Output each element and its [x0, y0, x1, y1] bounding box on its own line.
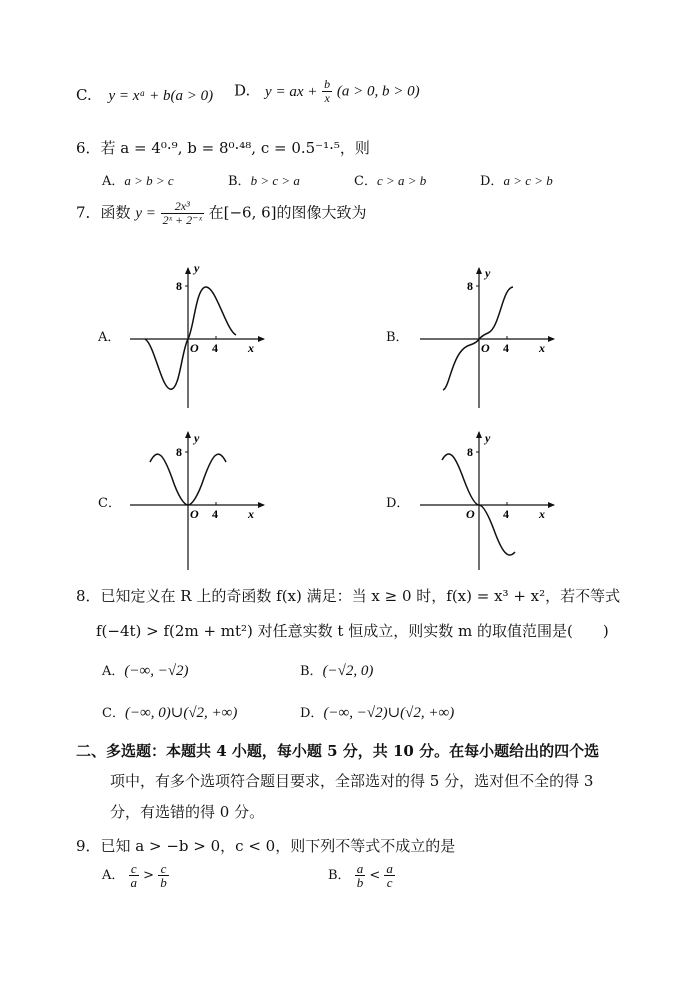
y-axis-label: y — [485, 266, 491, 280]
numerator: c — [129, 862, 140, 876]
q8-option-b — [300, 660, 373, 680]
option-text: (−∞, 0)∪(√2, +∞) — [124, 705, 238, 721]
numerator: 2x³ — [161, 200, 204, 214]
x-tick-label: 4 — [212, 341, 218, 355]
y-axis-label: y — [194, 261, 200, 275]
denominator: x — [324, 91, 330, 105]
section2-heading: 二、多选题：本题共 4 小题，每小题 5 分，共 10 分。在每小题给出的四个选 — [76, 742, 600, 760]
graph-c-label: C． — [98, 496, 121, 511]
graph-c — [130, 431, 264, 570]
origin-label: O — [190, 341, 199, 355]
option-text-pre: y = ax + — [265, 83, 318, 100]
y-axis-label: y — [194, 431, 200, 445]
y-tick-label: 8 — [176, 445, 182, 459]
option-text: a > b > c — [124, 173, 174, 188]
numerator: a — [356, 861, 364, 876]
operator: < — [369, 868, 381, 883]
q9-option-b — [328, 862, 395, 889]
fraction — [129, 862, 140, 889]
x-axis-label: x — [248, 507, 254, 521]
graph-d — [420, 431, 554, 570]
graph-b-label: B． — [386, 330, 409, 345]
option-text: (−∞, −√2)∪(√2, +∞) — [323, 705, 455, 721]
q6-stem: 6．若 a = 4⁰·⁹, b = 8⁰·⁴⁸, c = 0.5⁻¹·⁵，则 — [76, 139, 370, 157]
option-label: B． — [328, 868, 351, 883]
numerator: a — [386, 861, 393, 876]
graph-a-label: A． — [98, 330, 121, 345]
denominator: c — [386, 875, 393, 890]
q8-option-a — [102, 660, 189, 680]
section2-line2: 项中，有多个选项符合题目要求，全部选对的得 5 分，选对但不全的得 3 — [110, 772, 594, 790]
y-tick-label: 8 — [467, 445, 473, 459]
curve — [145, 287, 236, 389]
y-tick-label: 8 — [467, 279, 473, 293]
operator: > — [143, 868, 155, 883]
q8-option-c — [102, 702, 237, 722]
q8-line1: 8．已知定义在 R 上的奇函数 f(x) 满足：当 x ≥ 0 时，f(x) = x³ + x²，若不等式 — [76, 587, 621, 605]
option-label: A． — [102, 664, 125, 679]
fraction — [384, 862, 395, 889]
option-text-post: (a > 0, b > 0) — [336, 83, 420, 100]
numerator: b — [324, 77, 331, 91]
stem-suffix: 在[−6, 6]的图像大致为 — [208, 203, 367, 222]
q9-stem: 9．已知 a > −b > 0，c < 0，则下列不等式不成立的是 — [76, 837, 456, 855]
function-lhs: y = — [135, 205, 156, 222]
q9-option-a — [102, 862, 169, 889]
denominator: 2ˣ + 2⁻ˣ — [162, 213, 202, 227]
option-text: a > c > b — [503, 173, 553, 188]
denominator: b — [160, 875, 167, 890]
stem-prefix: 7．函数 — [76, 203, 131, 222]
x-axis-label: x — [248, 341, 254, 355]
option-label: C． — [354, 174, 377, 189]
section2-line3: 分，有选错的得 0 分。 — [110, 803, 265, 821]
x-tick-label: 4 — [503, 507, 509, 521]
x-tick-label: 4 — [503, 341, 509, 355]
denominator: b — [356, 875, 364, 890]
x-axis-label: x — [539, 507, 545, 521]
option-text: (−∞, −√2) — [124, 663, 189, 679]
option-label: A． — [102, 174, 125, 189]
option-text: (−√2, 0) — [322, 663, 374, 679]
denominator: a — [130, 875, 138, 890]
origin-label: O — [481, 341, 490, 355]
origin-label: O — [190, 507, 199, 521]
option-label: B． — [228, 174, 251, 189]
q8-line2: f(−4t) > f(2m + mt²) 对任意实数 t 恒成立，则实数 m 的取值范围是( ) — [96, 622, 609, 640]
graph-d-label: D． — [386, 496, 410, 511]
numerator: c — [158, 862, 169, 876]
option-text: c > a > b — [376, 173, 427, 188]
x-axis-label: x — [539, 341, 545, 355]
option-label: D． — [480, 174, 504, 189]
option-label: D． — [300, 706, 324, 721]
graph-a — [130, 261, 264, 408]
option-text: b > c > a — [250, 173, 300, 188]
option-label: C. — [76, 86, 92, 104]
origin-label: O — [466, 507, 475, 521]
option-label: B． — [300, 664, 323, 679]
x-tick-label: 4 — [212, 507, 218, 521]
option-label: D. — [234, 81, 251, 100]
q8-option-d — [300, 702, 454, 722]
option-label: C． — [102, 706, 125, 721]
fraction — [355, 862, 366, 889]
graph-b — [420, 266, 554, 408]
y-axis-label: y — [485, 431, 491, 445]
y-tick-label: 8 — [176, 279, 182, 293]
option-label: A． — [102, 868, 125, 883]
option-text: y = xᵃ + b(a > 0) — [108, 88, 214, 104]
fraction — [158, 862, 169, 889]
